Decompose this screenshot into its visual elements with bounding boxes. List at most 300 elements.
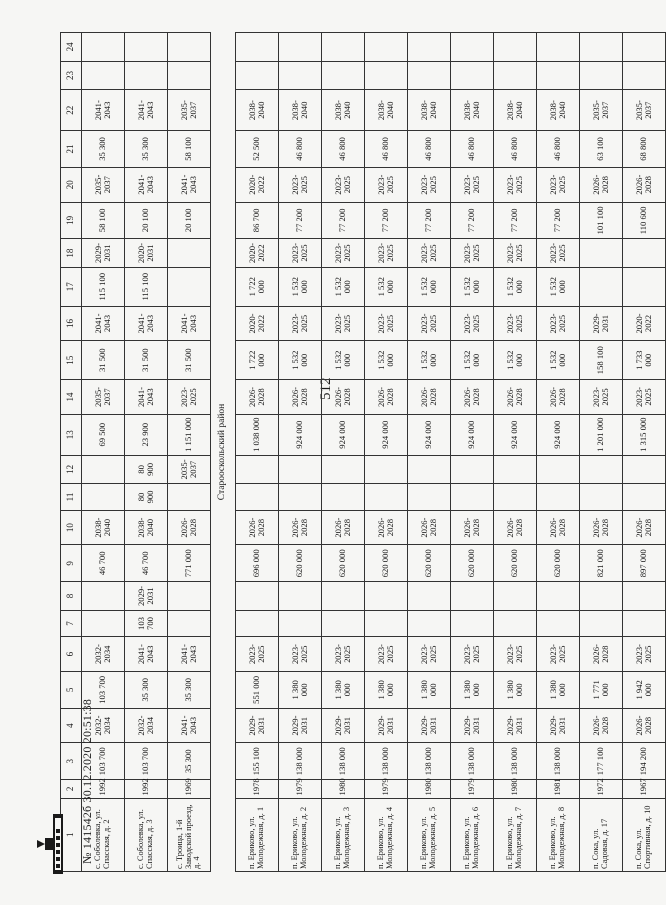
table-cell: 1980 — [408, 780, 451, 798]
column-header: 7 — [61, 610, 82, 637]
table-cell: 2032-2034 — [125, 708, 168, 743]
address-cell: с. Соболевка, ул. Спасская, д. 2 — [82, 798, 125, 871]
table-cell — [322, 484, 365, 511]
document-table-container — [60, 32, 653, 872]
table-cell: 1 532 000 — [537, 341, 580, 380]
table-cell: 2023-2025 — [408, 637, 451, 672]
table-cell: 2026-2028 — [322, 380, 365, 415]
table-cell: 2038-2040 — [451, 90, 494, 131]
table-cell — [82, 33, 125, 62]
table-cell — [580, 33, 623, 62]
table-cell — [279, 484, 322, 511]
table-cell: 620 000 — [365, 545, 408, 582]
table-cell: 2023-2025 — [537, 306, 580, 341]
table-cell: 2041-2043 — [125, 306, 168, 341]
address-cell: п. Ериково, ул. Молодежная, д. 1 — [236, 798, 279, 871]
table-cell: 155 100 — [236, 743, 279, 780]
table-cell: 2029-2031 — [494, 708, 537, 743]
table-cell — [408, 33, 451, 62]
table-cell — [623, 582, 666, 611]
table-cell: 35 300 — [168, 743, 211, 780]
table-cell: 77 200 — [279, 202, 322, 239]
table-cell: 138 000 — [365, 743, 408, 780]
table-cell: 2023-2025 — [365, 239, 408, 268]
table-cell: 2029-2031 — [451, 708, 494, 743]
table-cell: 2023-2025 — [322, 637, 365, 672]
table-cell — [365, 484, 408, 511]
table-cell: 110 600 — [623, 202, 666, 239]
table-cell — [236, 455, 279, 484]
table-cell — [279, 610, 322, 637]
table-cell: 2026-2028 — [623, 708, 666, 743]
address-cell: п. Ериково, ул. Молодежная, д. 3 — [322, 798, 365, 871]
table-cell: 2023-2025 — [365, 637, 408, 672]
table-cell — [580, 582, 623, 611]
table-cell: 103 700 — [125, 610, 168, 637]
table-cell: 2035-2037 — [168, 455, 211, 484]
table-cell: 2023-2025 — [494, 637, 537, 672]
table-cell: 35 300 — [82, 131, 125, 168]
column-header: 23 — [61, 61, 82, 90]
table-cell: 1 532 000 — [494, 341, 537, 380]
table-cell: 2029-2031 — [125, 582, 168, 611]
table-row — [322, 33, 365, 872]
table-cell — [82, 484, 125, 511]
table-cell — [168, 61, 211, 90]
table-cell: 2041-2043 — [168, 167, 211, 202]
table-cell: 2035-2037 — [168, 90, 211, 131]
address-cell: п. Ериково, ул. Молодежная, д. 8 — [537, 798, 580, 871]
table-cell: 2041-2043 — [82, 306, 125, 341]
table-cell: 2041-2043 — [168, 306, 211, 341]
address-cell: п. Ериково, ул. Молодежная, д. 5 — [408, 798, 451, 871]
table-cell: 2023-2025 — [322, 306, 365, 341]
column-header: 3 — [61, 743, 82, 780]
column-header: 22 — [61, 90, 82, 131]
table-cell — [168, 484, 211, 511]
table-cell: 2026-2028 — [365, 380, 408, 415]
table-cell — [494, 484, 537, 511]
table-cell: 2032-2034 — [82, 708, 125, 743]
table-cell: 1 380 000 — [451, 671, 494, 708]
table-cell — [82, 582, 125, 611]
table-cell — [537, 33, 580, 62]
table-cell: 2023-2025 — [279, 167, 322, 202]
table-cell — [322, 61, 365, 90]
table-cell: 2026-2028 — [408, 380, 451, 415]
table-cell: 80 900 — [125, 455, 168, 484]
table-cell: 1 733 000 — [623, 341, 666, 380]
table-cell — [168, 610, 211, 637]
table-cell — [279, 582, 322, 611]
table-cell: 2020-2022 — [236, 239, 279, 268]
table-cell: 2038-2040 — [537, 90, 580, 131]
table-cell — [236, 582, 279, 611]
table-cell: 2023-2025 — [537, 637, 580, 672]
table-cell: 2023-2025 — [322, 167, 365, 202]
table-cell: 2029-2031 — [408, 708, 451, 743]
table-cell — [408, 610, 451, 637]
address-cell: п. Ериково, ул. Молодежная, д. 4 — [365, 798, 408, 871]
table-cell — [580, 267, 623, 306]
table-cell: 2026-2028 — [623, 167, 666, 202]
column-header: 2 — [61, 780, 82, 798]
table-cell: 1 315 000 — [623, 414, 666, 455]
column-header: 1 — [61, 798, 82, 871]
section-row — [211, 33, 236, 872]
table-cell: 2041-2043 — [168, 637, 211, 672]
table-cell: 2038-2040 — [82, 510, 125, 545]
column-header: 6 — [61, 637, 82, 672]
table-cell: 68 800 — [623, 131, 666, 168]
table-cell: 2023-2025 — [365, 167, 408, 202]
table-cell: 1981 — [537, 780, 580, 798]
table-cell: 2026-2028 — [580, 167, 623, 202]
table-cell: 103 700 — [82, 671, 125, 708]
table-cell: 1 722 000 — [236, 267, 279, 306]
table-cell: 1980 — [322, 780, 365, 798]
table-cell: 1980 — [494, 780, 537, 798]
table-cell: 2023-2025 — [279, 239, 322, 268]
table-cell: 924 000 — [279, 414, 322, 455]
table-cell: 2035-2037 — [580, 90, 623, 131]
column-header: 11 — [61, 484, 82, 511]
table-cell: 69 500 — [82, 414, 125, 455]
table-cell: 1 038 000 — [236, 414, 279, 455]
table-cell: 1967 — [623, 780, 666, 798]
table-cell: 2035-2037 — [623, 90, 666, 131]
table-cell — [537, 484, 580, 511]
column-header: 17 — [61, 267, 82, 306]
table-cell: 897 000 — [623, 545, 666, 582]
table-cell: 1 201 000 — [580, 414, 623, 455]
table-cell: 2026-2028 — [580, 708, 623, 743]
table-cell: 2023-2025 — [279, 306, 322, 341]
column-header: 19 — [61, 202, 82, 239]
address-cell: с. Троица, 1-й Заводской проезд, д. 4 — [168, 798, 211, 871]
table-cell: 2029-2031 — [82, 239, 125, 268]
table-cell: 1 771 000 — [580, 671, 623, 708]
table-cell: 1969 — [168, 780, 211, 798]
table-cell: 620 000 — [322, 545, 365, 582]
table-cell — [82, 455, 125, 484]
table-cell: 1 532 000 — [365, 267, 408, 306]
table-cell: 1 532 000 — [365, 341, 408, 380]
table-cell: 1 380 000 — [322, 671, 365, 708]
table-cell — [365, 455, 408, 484]
column-header: 5 — [61, 671, 82, 708]
table-cell: 2029-2031 — [537, 708, 580, 743]
table-cell: 2041-2043 — [82, 90, 125, 131]
table-cell: 2020-2022 — [236, 167, 279, 202]
table-cell: 194 200 — [623, 743, 666, 780]
table-cell: 46 700 — [125, 545, 168, 582]
table-cell: 2023-2025 — [451, 637, 494, 672]
table-cell: 2026-2028 — [537, 380, 580, 415]
table-cell: 2026-2028 — [408, 510, 451, 545]
table-cell — [168, 33, 211, 62]
table-row — [236, 33, 279, 872]
table-cell — [451, 61, 494, 90]
table-cell: 20 100 — [168, 202, 211, 239]
table-cell — [623, 61, 666, 90]
table-cell: 1 532 000 — [537, 267, 580, 306]
table-cell — [623, 484, 666, 511]
table-cell: 138 000 — [322, 743, 365, 780]
table-cell: 2026-2028 — [279, 510, 322, 545]
table-cell — [494, 455, 537, 484]
table-body-group-1 — [82, 33, 211, 872]
table-cell: 2035-2037 — [82, 167, 125, 202]
table-cell: 2038-2040 — [279, 90, 322, 131]
table-cell — [236, 33, 279, 62]
table-cell: 2023-2025 — [580, 380, 623, 415]
table-row — [125, 33, 168, 872]
table-cell: 2023-2025 — [494, 306, 537, 341]
table-row — [168, 33, 211, 872]
table-cell: 2023-2025 — [494, 167, 537, 202]
footer-stamp: № 141542б 30.12.2020 20:51:38 — [80, 698, 94, 864]
table-cell: 138 000 — [537, 743, 580, 780]
table-cell — [537, 455, 580, 484]
table-cell: 924 000 — [494, 414, 537, 455]
table-cell: 46 800 — [279, 131, 322, 168]
table-cell: 2035-2037 — [82, 380, 125, 415]
table-cell: 2038-2040 — [494, 90, 537, 131]
table-cell: 138 000 — [408, 743, 451, 780]
table-cell — [451, 582, 494, 611]
table-cell: 2026-2028 — [236, 380, 279, 415]
table-cell: 2026-2028 — [580, 637, 623, 672]
table-cell: 138 000 — [279, 743, 322, 780]
table-cell: 620 000 — [279, 545, 322, 582]
table-cell: 1972 — [580, 780, 623, 798]
table-cell: 1 532 000 — [494, 267, 537, 306]
table-cell — [236, 61, 279, 90]
table-cell — [279, 33, 322, 62]
table-cell — [623, 33, 666, 62]
table-cell — [408, 582, 451, 611]
table-cell — [82, 61, 125, 90]
table-cell — [322, 582, 365, 611]
table-cell — [365, 610, 408, 637]
table-cell: 551 000 — [236, 671, 279, 708]
table-cell — [125, 61, 168, 90]
table-cell — [408, 484, 451, 511]
table-cell: 1 151 000 — [168, 414, 211, 455]
table-cell: 2023-2025 — [494, 239, 537, 268]
table-cell: 77 200 — [322, 202, 365, 239]
table-cell — [494, 610, 537, 637]
table-row — [365, 33, 408, 872]
table-cell — [451, 610, 494, 637]
table-cell: 2023-2025 — [408, 167, 451, 202]
section-title: Старооскольский район — [211, 33, 236, 872]
footer-logo — [45, 800, 73, 888]
column-header: 12 — [61, 455, 82, 484]
column-header: 8 — [61, 582, 82, 611]
column-header: 15 — [61, 341, 82, 380]
table-cell: 924 000 — [365, 414, 408, 455]
table-cell: 2023-2025 — [451, 239, 494, 268]
table-cell: 2023-2025 — [322, 239, 365, 268]
column-header: 9 — [61, 545, 82, 582]
column-header: 10 — [61, 510, 82, 545]
table-cell: 46 800 — [408, 131, 451, 168]
table-cell — [168, 239, 211, 268]
table-cell: 1 380 000 — [494, 671, 537, 708]
table-cell: 1 722 000 — [236, 341, 279, 380]
table-cell: 46 800 — [537, 131, 580, 168]
table-cell: 86 700 — [236, 202, 279, 239]
column-header: 21 — [61, 131, 82, 168]
column-header: 4 — [61, 708, 82, 743]
table-cell — [451, 484, 494, 511]
table-cell: 1979 — [279, 780, 322, 798]
table-cell: 2023-2025 — [365, 306, 408, 341]
table-cell: 2026-2028 — [279, 380, 322, 415]
table-cell: 80 900 — [125, 484, 168, 511]
table-cell: 2038-2040 — [322, 90, 365, 131]
table-cell: 58 100 — [82, 202, 125, 239]
table-cell: 52 500 — [236, 131, 279, 168]
table-cell: 46 700 — [82, 545, 125, 582]
column-header: 18 — [61, 239, 82, 268]
table-cell: 46 800 — [494, 131, 537, 168]
table-cell — [494, 61, 537, 90]
table-cell: 620 000 — [494, 545, 537, 582]
table-row — [537, 33, 580, 872]
table-cell: 2041-2043 — [125, 637, 168, 672]
address-cell: п. Ериково, ул. Молодежная, д. 6 — [451, 798, 494, 871]
table-cell: 821 000 — [580, 545, 623, 582]
table-cell: 2032-2034 — [82, 637, 125, 672]
table-row — [451, 33, 494, 872]
table-cell: 35 300 — [168, 671, 211, 708]
table-cell: 158 100 — [580, 341, 623, 380]
table-cell: 2038-2040 — [125, 510, 168, 545]
table-cell: 2026-2028 — [451, 380, 494, 415]
address-cell: п. Ериково, ул. Молодежная, д. 2 — [279, 798, 322, 871]
table-cell: 2026-2028 — [580, 510, 623, 545]
table-cell: 1 532 000 — [322, 341, 365, 380]
table-cell: 35 300 — [125, 131, 168, 168]
emblem-icon — [45, 800, 73, 888]
table-cell: 46 800 — [365, 131, 408, 168]
table-cell — [168, 582, 211, 611]
table-cell — [82, 610, 125, 637]
table-cell: 2023-2025 — [408, 239, 451, 268]
table-cell: 924 000 — [451, 414, 494, 455]
table-cell: 2023-2025 — [451, 167, 494, 202]
table-cell: 2020-2031 — [125, 239, 168, 268]
table-cell: 103 700 — [125, 743, 168, 780]
table-cell: 2029-2031 — [236, 708, 279, 743]
table-cell: 2023-2025 — [623, 380, 666, 415]
table-cell — [537, 61, 580, 90]
table-cell: 2041-2043 — [125, 380, 168, 415]
table-cell: 2026-2028 — [168, 510, 211, 545]
table-cell: 1978 — [236, 780, 279, 798]
document-table — [60, 32, 666, 872]
table-cell — [580, 484, 623, 511]
header-row — [61, 33, 82, 872]
table-cell: 2023-2025 — [537, 167, 580, 202]
address-cell: п. Сока, ул. Садовая, д. 17 — [580, 798, 623, 871]
table-cell — [408, 455, 451, 484]
table-cell: 2023-2025 — [236, 637, 279, 672]
table-cell: 115 100 — [125, 267, 168, 306]
table-row — [623, 33, 666, 872]
table-cell: 2026-2028 — [494, 380, 537, 415]
table-cell: 1 532 000 — [408, 267, 451, 306]
column-header: 24 — [61, 33, 82, 62]
table-cell — [365, 61, 408, 90]
column-header: 14 — [61, 380, 82, 415]
table-cell: 924 000 — [322, 414, 365, 455]
table-cell: 23 900 — [125, 414, 168, 455]
address-cell: п. Ериково, ул. Молодежная, д. 7 — [494, 798, 537, 871]
table-cell: 138 000 — [494, 743, 537, 780]
table-cell: 103 700 — [82, 743, 125, 780]
table-cell — [322, 455, 365, 484]
table-cell: 1992 — [125, 780, 168, 798]
table-cell — [236, 610, 279, 637]
table-row — [279, 33, 322, 872]
table-cell: 138 000 — [451, 743, 494, 780]
table-cell: 31 500 — [125, 341, 168, 380]
table-cell: 2023-2025 — [408, 306, 451, 341]
table-cell: 31 500 — [82, 341, 125, 380]
table-cell: 31 500 — [168, 341, 211, 380]
table-cell — [451, 455, 494, 484]
table-cell: 2038-2040 — [236, 90, 279, 131]
table-cell: 2038-2040 — [408, 90, 451, 131]
table-cell: 696 000 — [236, 545, 279, 582]
table-cell — [279, 455, 322, 484]
table-cell: 1 532 000 — [451, 267, 494, 306]
table-row — [408, 33, 451, 872]
table-cell — [580, 455, 623, 484]
table-cell: 1 380 000 — [365, 671, 408, 708]
table-cell: 115 100 — [82, 267, 125, 306]
table-cell — [365, 582, 408, 611]
table-cell — [537, 610, 580, 637]
table-cell: 2023-2025 — [168, 380, 211, 415]
table-cell: 1 532 000 — [408, 341, 451, 380]
table-cell — [322, 33, 365, 62]
table-cell: 2020-2022 — [236, 306, 279, 341]
table-body-group-2 — [236, 33, 666, 872]
table-cell: 177 100 — [580, 743, 623, 780]
table-cell — [537, 582, 580, 611]
table-cell: 1992 — [82, 780, 125, 798]
table-cell: 620 000 — [408, 545, 451, 582]
table-cell — [580, 610, 623, 637]
table-cell: 2026-2028 — [322, 510, 365, 545]
table-cell — [623, 610, 666, 637]
table-cell: 1979 — [365, 780, 408, 798]
table-cell: 2023-2025 — [279, 637, 322, 672]
table-cell: 1 380 000 — [279, 671, 322, 708]
table-cell: 2038-2040 — [365, 90, 408, 131]
address-cell: п. Сока, ул. Спортивная, д. 10 — [623, 798, 666, 871]
column-header: 20 — [61, 167, 82, 202]
table-cell: 2023-2025 — [451, 306, 494, 341]
table-cell: 924 000 — [408, 414, 451, 455]
table-cell: 771 000 — [168, 545, 211, 582]
column-header: 16 — [61, 306, 82, 341]
